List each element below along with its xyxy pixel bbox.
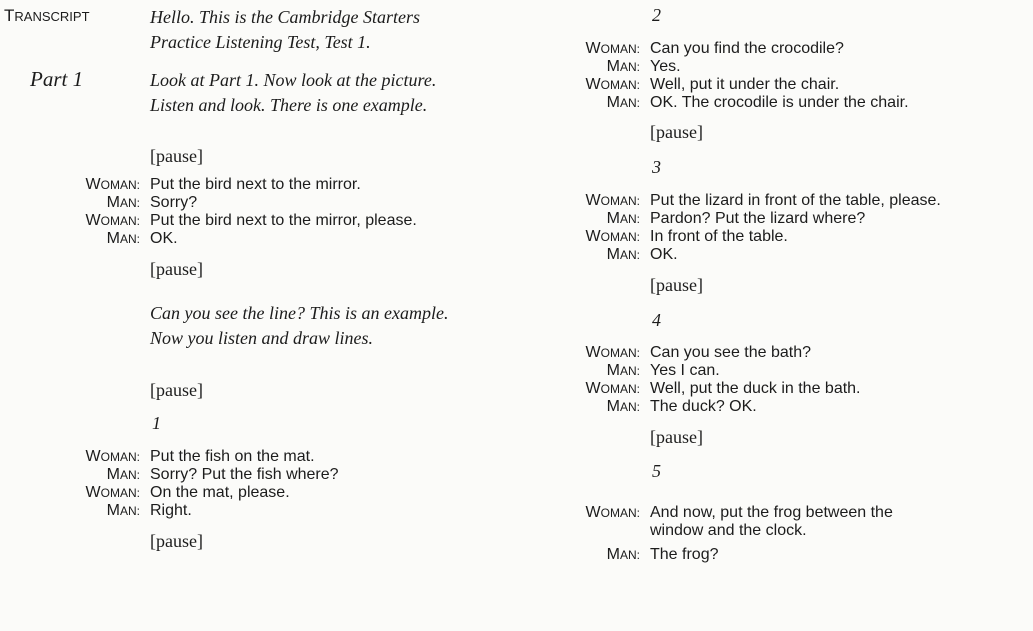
instruction-text: Can you see the line? This is an example. Now you listen and draw lines. — [150, 303, 449, 348]
speaker-label: MAN: — [606, 398, 640, 415]
dialogue-line: Put the bird next to the mirror, please. — [150, 212, 417, 229]
pause-marker: [pause] — [150, 259, 203, 279]
question-number: 3 — [652, 157, 661, 177]
pause-marker: [pause] — [150, 380, 203, 400]
speaker-label: MAN: — [106, 502, 140, 519]
dialogue-line: Pardon? Put the lizard where? — [650, 210, 866, 227]
dialogue-line: OK. — [150, 230, 178, 247]
question-number: 4 — [652, 310, 661, 330]
dialogue-line: Right. — [150, 502, 192, 519]
dialogue-line: Put the fish on the mat. — [150, 448, 315, 465]
speaker-label: WOMAN: — [85, 212, 140, 229]
pause-marker: [pause] — [150, 146, 203, 166]
dialogue-line: Well, put it under the chair. — [650, 76, 840, 93]
pause-marker: [pause] — [650, 427, 703, 447]
part-instructions: Look at Part 1. Now look at the picture. Listen and look. There is one example. — [150, 70, 437, 115]
speaker-label: MAN: — [606, 546, 640, 563]
pause-marker: [pause] — [150, 531, 203, 551]
dialogue-line: Well, put the duck in the bath. — [650, 380, 861, 397]
speaker-label: MAN: — [106, 194, 140, 211]
question-number: 2 — [652, 5, 661, 25]
dialogue-line: Can you find the crocodile? — [650, 40, 844, 57]
question-number: 1 — [152, 413, 161, 433]
speaker-label: WOMAN: — [85, 484, 140, 501]
dialogue-line-continued: window and the clock. — [650, 522, 807, 539]
dialogue-line: OK. — [650, 246, 678, 263]
dialogue-line: Sorry? Put the fish where? — [150, 466, 339, 483]
speaker-label: MAN: — [606, 94, 640, 111]
dialogue-line: Yes. — [650, 58, 681, 75]
dialogue-line: Put the lizard in front of the table, please. — [650, 192, 941, 209]
speaker-label: WOMAN: — [85, 176, 140, 193]
speaker-label: MAN: — [606, 246, 640, 263]
speaker-label: MAN: — [606, 362, 640, 379]
dialogue-line: OK. The crocodile is under the chair. — [650, 94, 909, 111]
speaker-label: WOMAN: — [585, 192, 640, 209]
dialogue-line: Sorry? — [150, 194, 198, 211]
speaker-label: WOMAN: — [585, 344, 640, 361]
transcript-heading — [4, 6, 90, 27]
part-label: Part 1 — [30, 67, 84, 91]
dialogue-line: And now, put the frog between the — [650, 504, 893, 521]
intro-text: Hello. This is the Cambridge Starters Practice Listening Test, Test 1. — [150, 7, 421, 52]
speaker-label: WOMAN: — [585, 380, 640, 397]
dialogue-line: Can you see the bath? — [650, 344, 812, 361]
heading-rest: RANSCRIPT — [14, 9, 90, 24]
pause-marker: [pause] — [650, 122, 703, 142]
pause-marker: [pause] — [650, 275, 703, 295]
speaker-label: WOMAN: — [585, 40, 640, 57]
dialogue-line: Put the bird next to the mirror. — [150, 176, 361, 193]
speaker-label: MAN: — [106, 230, 140, 247]
speaker-label: WOMAN: — [585, 228, 640, 245]
dialogue-line: On the mat, please. — [150, 484, 290, 501]
dialogue-line: In front of the table. — [650, 228, 788, 245]
dialogue-line: The frog? — [650, 546, 719, 563]
dialogue-line: Yes I can. — [650, 362, 720, 379]
speaker-label: MAN: — [606, 210, 640, 227]
question-number: 5 — [652, 461, 661, 481]
speaker-label: MAN: — [606, 58, 640, 75]
speaker-label: MAN: — [106, 466, 140, 483]
speaker-label: WOMAN: — [585, 76, 640, 93]
speaker-label: WOMAN: — [85, 448, 140, 465]
heading-initial: T — [4, 6, 15, 25]
speaker-label: WOMAN: — [585, 504, 640, 521]
dialogue-line: The duck? OK. — [650, 398, 757, 415]
